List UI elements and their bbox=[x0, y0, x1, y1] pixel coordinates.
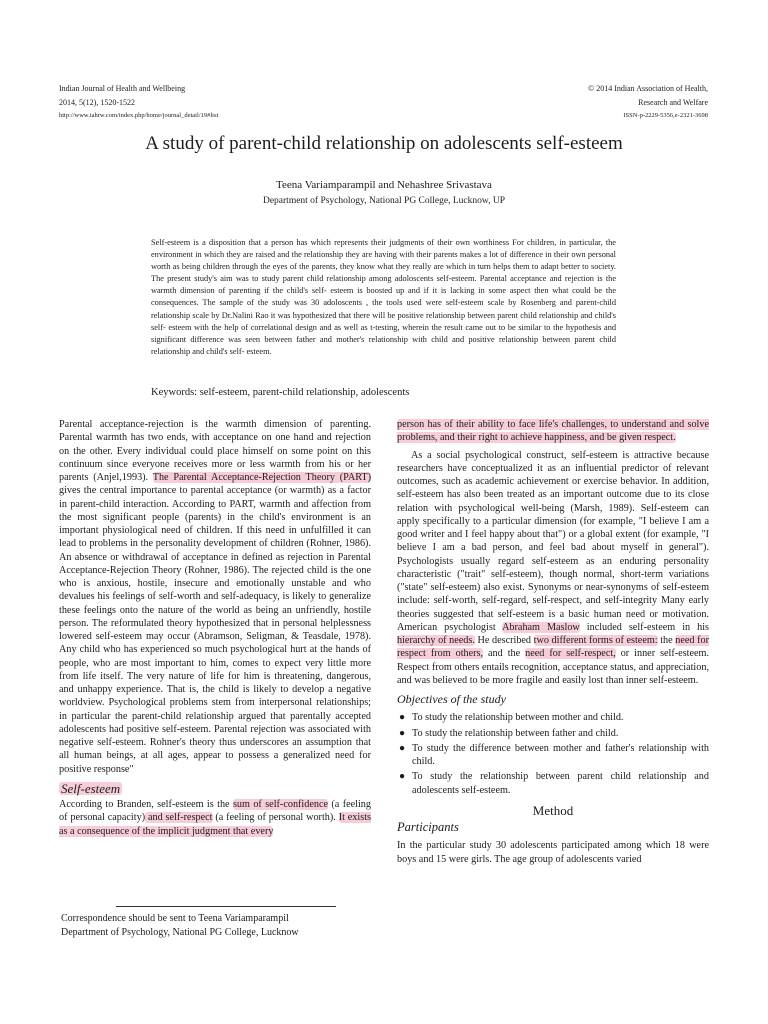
text-run: Parental acceptance-rejection is the warmth dimension of parenting. Parental warmth has two ends, with acceptance on one hand and rejection on the other. Every individual could place himself on some point on this continuum since everyone receives more or less warmth from his or her parents (Anjel,1993). bbox=[59, 419, 371, 483]
copyright: © 2014 Indian Association of Health, bbox=[588, 84, 708, 93]
list-item bbox=[397, 727, 709, 740]
correspondence-note bbox=[61, 912, 361, 939]
text-run: and the bbox=[483, 648, 526, 660]
journal-header-left bbox=[59, 82, 359, 123]
section-heading-method: Method bbox=[532, 802, 574, 818]
text-run: (a feeling of personal capacity) bbox=[59, 799, 371, 824]
list-item bbox=[397, 770, 709, 797]
correspondence-line: Correspondence should be sent to Teena Variamparampil bbox=[61, 913, 289, 924]
issn: ISSN-p-2229-5356,e-2321-3698 bbox=[623, 112, 708, 119]
objective-text: To study the relationship between father and child. bbox=[412, 727, 619, 739]
list-item bbox=[397, 742, 709, 769]
highlight-two-forms: two different forms of esteem: bbox=[533, 635, 658, 646]
objective-text: To study the relationship between mother and child. bbox=[412, 712, 624, 724]
subsection-heading-participants: Participants bbox=[397, 820, 459, 834]
text-run: the bbox=[657, 635, 676, 646]
correspondence-dept: Department of Psychology, National PG College, Lucknow bbox=[61, 926, 299, 938]
left-column bbox=[59, 418, 371, 838]
continued-paragraph bbox=[397, 418, 709, 445]
bullet-icon: ● bbox=[399, 771, 406, 783]
text-run: (a feeling of personal worth). bbox=[212, 812, 339, 824]
text-run: As a social psychological construct, self-esteem is attractive because researchers have conceptualized it as an influential predictor of relevant outcomes, such as academic achievement or exercise behavior. In addition, self-esteem has also been treated as an important outcome due to its close relation with psychological well-being (Marsh, 1989). Self-esteem can apply specifically to a particular dimension (for example, "I believe I am a good writer and I feel happy about that") or a global extent (for example, "I believe I am a bad person, and feel bad about myself in general"). Psychologists usually regard self-esteem as an enduring personality characteristic ("trait" self-esteem), though normal, short-term variations ("state" self-esteem) also exist. Synonyms or near-synonyms of self-esteem include: self-worth, self-regard, self-respect, and self-integrity Many early theories suggested that self-esteem is a basic human need or motivation. American psychologist bbox=[397, 449, 709, 633]
section-heading-self-esteem: Self-esteem bbox=[61, 780, 121, 796]
highlight-life-challenges: person has of their ability to face life's challenges, to understand and solve problems, and their right to achieve happiness, and be given respect. bbox=[397, 419, 709, 444]
objective-text: To study the difference between mother and father's relationship with child. bbox=[412, 742, 709, 767]
text-run: included self-esteem in his bbox=[579, 621, 710, 633]
bullet-icon: ● bbox=[399, 727, 406, 739]
highlight-self-confidence: sum of self-confidence bbox=[232, 799, 329, 810]
footnote-divider bbox=[116, 906, 336, 907]
authors: Teena Variamparampil and Nehashree Srivastava bbox=[276, 179, 492, 191]
text-run: or inner self-esteem. Respect from others entails recognition, acceptance status, and appreciation, and was believed to be more fragile and easily lost than inner self-esteem. bbox=[397, 648, 710, 686]
construct-paragraph bbox=[397, 449, 709, 688]
highlight-respect-others: need for respect from others, bbox=[397, 635, 709, 660]
bullet-icon: ● bbox=[399, 712, 406, 724]
abstract: Self-esteem is a disposition that a person has which represents their judgments of their own worthiness For children, in particular, the environment in which they are raised and the relationship they are having with their parents makes a lot of difference in their own personal worth as being children through the eyes of the parents, they know what they really are which in turn helps them to adapt better to society. The present study's aim was to study parent child relationship among adoloscents self-esteem. Parental acceptance and rejection is the warmth dimension of parenting if the child's self- esteem is boosted up and if it is lacking in some aspect then what could be the consequences. The sample of the study was 30 adoloscents , the tools used were self-esteem scale by Rosenberg and parent-child relationship scale by Dr.Nalini Rao it was hypothesized that there will be positive relationship between parent child relationship and child's self- esteem with the help of correlational design and as well as t-testing, wherein the result came out to be similar to the hypothesis and significant difference was seen between father and mother's relationship with child and positive relationship between parent child relationship and child's self- esteem. bbox=[151, 238, 616, 356]
highlight-implicit-judgment: It exists as a consequence of the implicit judgment that every bbox=[59, 812, 371, 837]
highlight-part-theory: The Parental Acceptance-Rejection Theory (PART) bbox=[152, 472, 371, 483]
list-item bbox=[397, 711, 709, 724]
affiliation: Department of Psychology, National PG College, Lucknow, UP bbox=[262, 196, 506, 206]
text-run: He described bbox=[474, 635, 534, 646]
intro-paragraph bbox=[59, 418, 371, 776]
journal-name: Indian Journal of Health and Wellbeing bbox=[59, 84, 186, 93]
highlight-need-self-respect: need for self-respect, bbox=[525, 648, 616, 660]
section-heading-objectives: Objectives of the study bbox=[397, 692, 506, 706]
highlight-maslow: Abraham Maslow bbox=[502, 621, 580, 633]
right-column bbox=[397, 418, 709, 866]
text-run: According to Branden, self-esteem is the bbox=[59, 799, 233, 810]
journal-header-right bbox=[408, 82, 708, 123]
highlight-hierarchy: hierarchy of needs. bbox=[397, 635, 475, 646]
participants-paragraph: In the particular study 30 adolescents participated among which 18 were boys and 15 were girls. The age group of adolescents varied bbox=[397, 840, 709, 865]
copyright-cont: Research and Welfare bbox=[638, 97, 708, 107]
journal-url[interactable]: http://www.iahrw.com/index.php/home/journal_detail/19#list bbox=[59, 112, 219, 119]
objectives-list bbox=[397, 711, 709, 797]
text-run: gives the central importance to parental acceptance (or warmth) as a factor in parent-child interaction. According to PART, warmth and affection from the most significant people (parents) in the child's environment is an important physiological need of children. If this need in unfulfilled it can lead to problems in the personality development of children (Rohner, 1986). An absence or withdrawal of acceptance in defined as rejection in Parental Acceptance-Rejection Theory (Rohner, 1986). The rejected child is the one who is anxious, hostile, insecure and emotionally unstable and who devalues his feelings of self-worth and self-adequacy, is likely to generalize these feelings onto the nature of the world as being an unfriendly, hostile person. The reformulated theory hypothesized that in personal helplessness lowered self-esteem may occur (Abramson, Seligman, & Teasdale, 1978). Any child who has experienced so much psychological hurt at the hands of people, who are most important to him, comes to expect very little more from life itself. The very nature of life for him is threatening, dangerous, and unhappy experience. That is, the child is likely to develop a negative worldview. Psychological problems stem from interpersonal relationships; in particular the parent-child relationship argued that parentally accepted adolescents had positive self-esteem. Parental rejection was associated with negative self-esteem. Rohner's theory thus underscores an assumption that all human beings, at all ages, appear to possess a generalized need for positive response" bbox=[59, 485, 371, 775]
paper-title: A study of parent-child relationship on adolescents self-esteem bbox=[145, 133, 623, 154]
keywords: Keywords: self-esteem, parent-child relationship, adolescents bbox=[151, 387, 410, 398]
bullet-icon: ● bbox=[399, 742, 406, 754]
objective-text: To study the relationship between parent child relationship and adolescents self-esteem. bbox=[412, 771, 709, 796]
self-esteem-paragraph bbox=[59, 798, 371, 838]
highlight-self-respect: and self-respect bbox=[145, 812, 213, 824]
journal-issue: 2014, 5(12), 1520-1522 bbox=[59, 97, 135, 107]
